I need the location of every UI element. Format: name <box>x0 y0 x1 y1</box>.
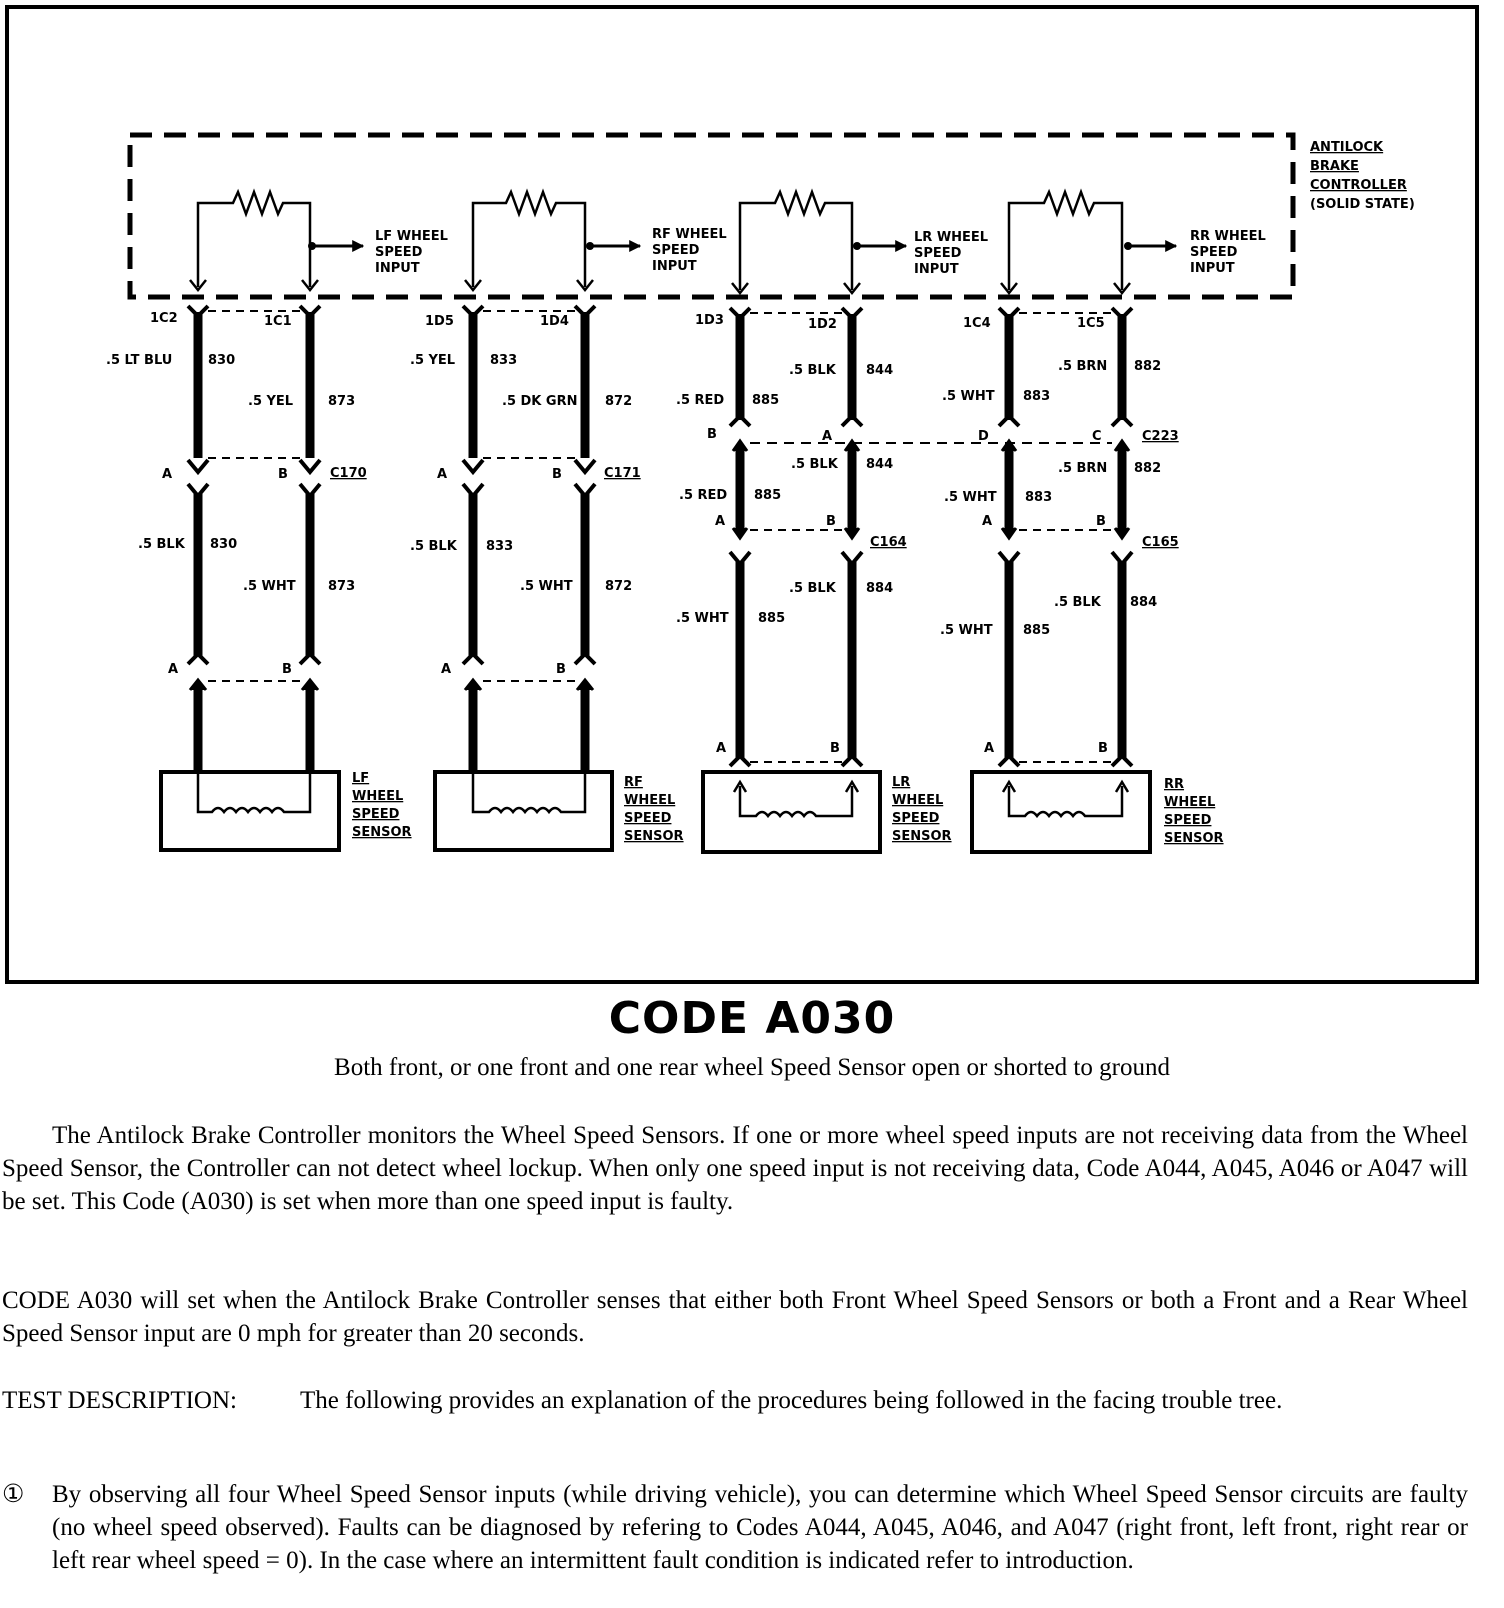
connector-c171 <box>437 466 641 677</box>
wire-color: .5 WHT <box>243 579 296 594</box>
svg-text:SPEED: SPEED <box>914 246 962 261</box>
wire-number: 830 <box>210 537 238 552</box>
svg-text:B: B <box>826 514 836 529</box>
wire-number: 885 <box>754 488 782 503</box>
svg-text:SPEED: SPEED <box>375 245 423 260</box>
terminal-1c5: 1C5 <box>1077 316 1105 331</box>
svg-text:B: B <box>707 427 717 442</box>
svg-text:INPUT: INPUT <box>375 261 420 276</box>
svg-text:WHEEL: WHEEL <box>1164 795 1216 810</box>
wire-color: .5 BLK <box>789 581 836 596</box>
note-text: By observing all four Wheel Speed Sensor inputs (while driving vehicle), you can determine which Wheel Speed Sensor circuits are faulty (no wheel speed observed). Faults can be diagnosed by refering to Codes A044, A045, A046, and A047 (right front, left front, right rear or left rear wheel speed = 0). In the case where an intermittent fault condition is indicated refer to introduction. <box>52 1481 1468 1574</box>
svg-text:LF WHEEL: LF WHEEL <box>375 229 448 244</box>
wire-color: .5 WHT <box>944 490 997 505</box>
svg-text:C170: C170 <box>330 466 367 481</box>
svg-text:SPEED: SPEED <box>624 811 672 826</box>
wire-number: 885 <box>758 611 786 626</box>
svg-text:A: A <box>822 429 833 444</box>
svg-text:RR: RR <box>1164 777 1185 792</box>
svg-text:B: B <box>282 662 292 677</box>
wire-color: .5 YEL <box>248 394 294 409</box>
note-marker: ① <box>2 1481 25 1508</box>
terminal-1d4: 1D4 <box>540 314 569 329</box>
svg-text:SPEED: SPEED <box>652 243 700 258</box>
svg-text:INPUT: INPUT <box>652 259 697 274</box>
terminal-1d3: 1D3 <box>695 313 724 328</box>
wire-color: .5 DK GRN <box>502 394 578 409</box>
terminal-1c4: 1C4 <box>963 316 991 331</box>
resistor-lr <box>740 192 852 290</box>
page-title: CODE A030 <box>608 993 896 1044</box>
terminal-1d2: 1D2 <box>808 317 837 332</box>
svg-text:C: C <box>1092 429 1102 444</box>
svg-text:B: B <box>830 741 840 756</box>
svg-text:C165: C165 <box>1142 535 1179 550</box>
wire-color: .5 WHT <box>940 623 993 638</box>
resistor-rf <box>473 192 585 287</box>
wire-color: .5 BLK <box>410 539 457 554</box>
svg-text:SENSOR: SENSOR <box>352 825 412 840</box>
svg-text:WHEEL: WHEEL <box>352 789 404 804</box>
wire-number: 883 <box>1023 389 1051 404</box>
wire-color: .5 WHT <box>520 579 573 594</box>
wire-color: .5 BLK <box>789 363 836 378</box>
sensor-label-lr <box>892 775 952 844</box>
wire-color: .5 WHT <box>942 389 995 404</box>
wire-number: 883 <box>1025 490 1053 505</box>
connector-c170 <box>162 466 367 677</box>
wire-color: .5 LT BLU <box>106 353 173 368</box>
svg-text:D: D <box>978 429 989 444</box>
svg-text:A: A <box>982 514 993 529</box>
sensor-label-lf <box>352 771 412 840</box>
resistor-rr <box>1009 192 1122 290</box>
svg-text:C223: C223 <box>1142 429 1179 444</box>
terminal-1c2: 1C2 <box>150 311 178 326</box>
wire-number: 844 <box>866 363 894 378</box>
svg-text:(SOLID STATE): (SOLID STATE) <box>1310 197 1415 212</box>
svg-text:C171: C171 <box>604 466 641 481</box>
test-description-text: The following provides an explanation of the procedures being followed in the facing trouble tree. <box>300 1387 1283 1414</box>
svg-text:INPUT: INPUT <box>914 262 959 277</box>
svg-text:RF: RF <box>624 775 643 790</box>
svg-text:A: A <box>437 467 448 482</box>
input-label-rf <box>652 227 727 274</box>
svg-text:B: B <box>552 467 562 482</box>
svg-text:A: A <box>715 514 726 529</box>
svg-text:ANTILOCK: ANTILOCK <box>1310 140 1384 155</box>
description-paragraph: The Antilock Brake Controller monitors the Wheel Speed Sensors. If one or more wheel speed inputs are not receiving data from the Wheel Speed Sensor, the Controller can not detect wheel lockup. When only one speed input is not receiving data, Code A044, A045, A046 or A047 will be set. This Code (A030) is set when more than one speed input is faulty. <box>2 1122 1468 1215</box>
sensor-label-rf <box>624 775 684 844</box>
input-label-lf <box>375 229 448 276</box>
svg-text:A: A <box>168 662 179 677</box>
wire-number: 873 <box>328 579 356 594</box>
wire-number: 885 <box>752 393 780 408</box>
wire-color: .5 BRN <box>1058 359 1108 374</box>
svg-text:WHEEL: WHEEL <box>624 793 676 808</box>
svg-text:CONTROLLER: CONTROLLER <box>1310 178 1407 193</box>
svg-text:SPEED: SPEED <box>352 807 400 822</box>
controller-label <box>1310 140 1415 212</box>
input-label-lr <box>914 230 988 277</box>
wire-color: .5 YEL <box>410 353 456 368</box>
wire-color: .5 BRN <box>1058 461 1108 476</box>
svg-text:SENSOR: SENSOR <box>1164 831 1224 846</box>
channel-lr <box>703 192 906 852</box>
sensor-pins-rr <box>984 741 1108 756</box>
channel-rr <box>972 192 1176 852</box>
svg-text:B: B <box>556 662 566 677</box>
page-subtitle: Both front, or one front and one rear wheel Speed Sensor open or shorted to ground <box>334 1054 1170 1081</box>
wire-color: .5 RED <box>679 488 728 503</box>
sensor-label-rr <box>1164 777 1224 846</box>
controller-boundary <box>130 135 1293 297</box>
wire-number: 882 <box>1134 461 1162 476</box>
connector-c223 <box>707 427 1179 444</box>
wire-number: 873 <box>328 394 356 409</box>
test-description-label: TEST DESCRIPTION: <box>2 1387 237 1414</box>
terminal-1d5: 1D5 <box>425 314 454 329</box>
input-label-rr <box>1190 229 1266 276</box>
svg-text:SPEED: SPEED <box>892 811 940 826</box>
wire-number: 872 <box>605 394 633 409</box>
svg-text:A: A <box>984 741 995 756</box>
svg-text:SPEED: SPEED <box>1190 245 1238 260</box>
sensor-pins-lr <box>716 741 840 756</box>
svg-text:RF WHEEL: RF WHEEL <box>652 227 727 242</box>
wire-color: .5 BLK <box>1054 595 1101 610</box>
terminal-1c1: 1C1 <box>264 314 292 329</box>
set-condition-paragraph: CODE A030 will set when the Antilock Brake Controller senses that either both Front Wheel Speed Sensors or both a Front and a Rear Wheel Speed Sensor input are 0 mph for greater than 20 seconds. <box>2 1287 1468 1347</box>
wire-number: 882 <box>1134 359 1162 374</box>
wire-number: 833 <box>486 539 514 554</box>
wire-number: 833 <box>490 353 518 368</box>
wire-color: .5 RED <box>676 393 725 408</box>
svg-text:A: A <box>716 741 727 756</box>
channel-rf <box>435 192 640 850</box>
svg-text:B: B <box>278 467 288 482</box>
wire-color: .5 BLK <box>791 457 838 472</box>
svg-text:A: A <box>162 467 173 482</box>
wire-number: 884 <box>1130 595 1158 610</box>
wire-color: .5 BLK <box>138 537 185 552</box>
svg-text:BRAKE: BRAKE <box>1310 159 1359 174</box>
svg-text:SENSOR: SENSOR <box>624 829 684 844</box>
svg-text:SENSOR: SENSOR <box>892 829 952 844</box>
svg-text:LF: LF <box>352 771 370 786</box>
svg-text:INPUT: INPUT <box>1190 261 1235 276</box>
wire-number: 884 <box>866 581 894 596</box>
svg-text:C164: C164 <box>870 535 907 550</box>
svg-text:RR WHEEL: RR WHEEL <box>1190 229 1266 244</box>
svg-text:B: B <box>1098 741 1108 756</box>
wire-number: 844 <box>866 457 894 472</box>
wire-number: 885 <box>1023 623 1051 638</box>
svg-text:B: B <box>1096 514 1106 529</box>
wire-number: 872 <box>605 579 633 594</box>
svg-text:A: A <box>441 662 452 677</box>
svg-text:LR: LR <box>892 775 911 790</box>
channel-lf <box>161 192 363 850</box>
resistor-lf <box>198 192 310 287</box>
wire-number: 830 <box>208 353 236 368</box>
wire-color: .5 WHT <box>676 611 729 626</box>
svg-text:LR WHEEL: LR WHEEL <box>914 230 989 245</box>
svg-text:WHEEL: WHEEL <box>892 793 944 808</box>
svg-text:SPEED: SPEED <box>1164 813 1212 828</box>
